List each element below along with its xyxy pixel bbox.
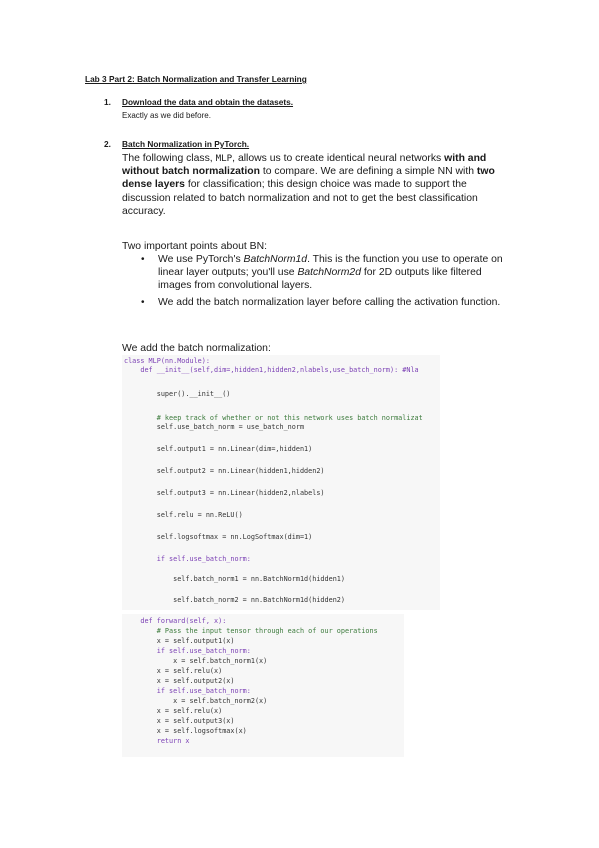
code-line: self.output3 = nn.Linear(hidden2,nlabels): [124, 489, 325, 497]
b1-italic-2: BatchNorm2d: [297, 266, 361, 278]
section-2-heading: Batch Normalization in PyTorch.: [122, 139, 250, 149]
code-line: # keep track of whether or not this network uses batch normalizat: [124, 414, 423, 422]
b1-text-a: We use PyTorch's: [158, 254, 244, 265]
code-line: return x: [124, 737, 190, 745]
b1-text-b: . This is the function you use to operate on linear layer outputs; you'll use: [158, 254, 503, 278]
section-1-heading: Download the data and obtain the datasets.: [122, 97, 294, 107]
code-line: x = self.output3(x): [124, 717, 235, 725]
code-line: x = self.relu(x): [124, 707, 223, 715]
p1-text-c: to compare. We are defining a simple NN with: [259, 166, 477, 178]
code-line: self.output2 = nn.Linear(hidden1,hidden2): [124, 467, 325, 475]
doc-title: Lab 3 Part 2: Batch Normalization and Transfer Learning: [85, 74, 307, 84]
code-line: self.batch_norm1 = nn.BatchNorm1d(hidden1): [124, 575, 345, 583]
code-line: x = self.relu(x): [124, 667, 223, 675]
code-line: x = self.batch_norm2(x): [124, 697, 268, 705]
bullet-2-text: We add the batch normalization layer before calling the activation function.: [158, 297, 501, 308]
section-1-text: Exactly as we did before.: [122, 111, 211, 120]
code-line: self.relu = nn.ReLU(): [124, 511, 243, 519]
p1-text-d: for classification; this design choice was made to support the discussion related to batch normalization and not to get the best classification accuracy.: [122, 179, 478, 217]
code-intro: We add the batch normalization:: [122, 343, 271, 354]
code-line: def __init__(self,dim=,hidden1,hidden2,nlabels,use_batch_norm): #Nla: [124, 366, 419, 374]
code-line: if self.use_batch_norm:: [124, 555, 251, 563]
code-block-init: [122, 355, 440, 610]
bullet-1-marker: •: [141, 254, 145, 265]
code-line: if self.use_batch_norm:: [124, 647, 251, 655]
b1-text-c: for 2D outputs like filtered images from convolutional layers.: [158, 266, 482, 291]
code-line: super().__init__(): [124, 390, 231, 398]
bullet-2-marker: •: [141, 297, 145, 308]
code-block-forward: [122, 614, 404, 757]
code-line: self.output1 = nn.Linear(dim=,hidden1): [124, 445, 313, 453]
code-line: x = self.batch_norm1(x): [124, 657, 268, 665]
section-2-number: 2.: [104, 139, 111, 149]
code-line: x = self.output2(x): [124, 677, 235, 685]
bullet-1-text: [158, 254, 518, 292]
code-line: x = self.output1(x): [124, 637, 235, 645]
section-2-paragraph: [122, 152, 517, 218]
p1-code-mlp: MLP: [215, 153, 233, 164]
code-line: self.use_batch_norm = use_batch_norm: [124, 423, 305, 431]
code-line: x = self.logsoftmax(x): [124, 727, 247, 735]
code-line: self.batch_norm2 = nn.BatchNorm1d(hidden2): [124, 596, 345, 604]
bn-points-intro: Two important points about BN:: [122, 241, 267, 252]
p1-text-a: The following class,: [122, 153, 216, 164]
code-line: class MLP(nn.Module):: [124, 357, 210, 365]
p1-bold-2: two dense layers: [122, 166, 495, 191]
b1-italic-1: BatchNorm1d: [243, 254, 308, 265]
p1-text-b: , allows us to create identical neural networks: [232, 153, 445, 164]
section-1-number: 1.: [104, 97, 111, 107]
p1-bold-1: with and without batch normalization: [122, 153, 487, 178]
code-line: self.logsoftmax = nn.LogSoftmax(dim=1): [124, 533, 313, 541]
code-line: if self.use_batch_norm:: [124, 687, 251, 695]
code-line: # Pass the input tensor through each of our operations: [124, 627, 378, 635]
code-line: def forward(self, x):: [124, 617, 227, 625]
